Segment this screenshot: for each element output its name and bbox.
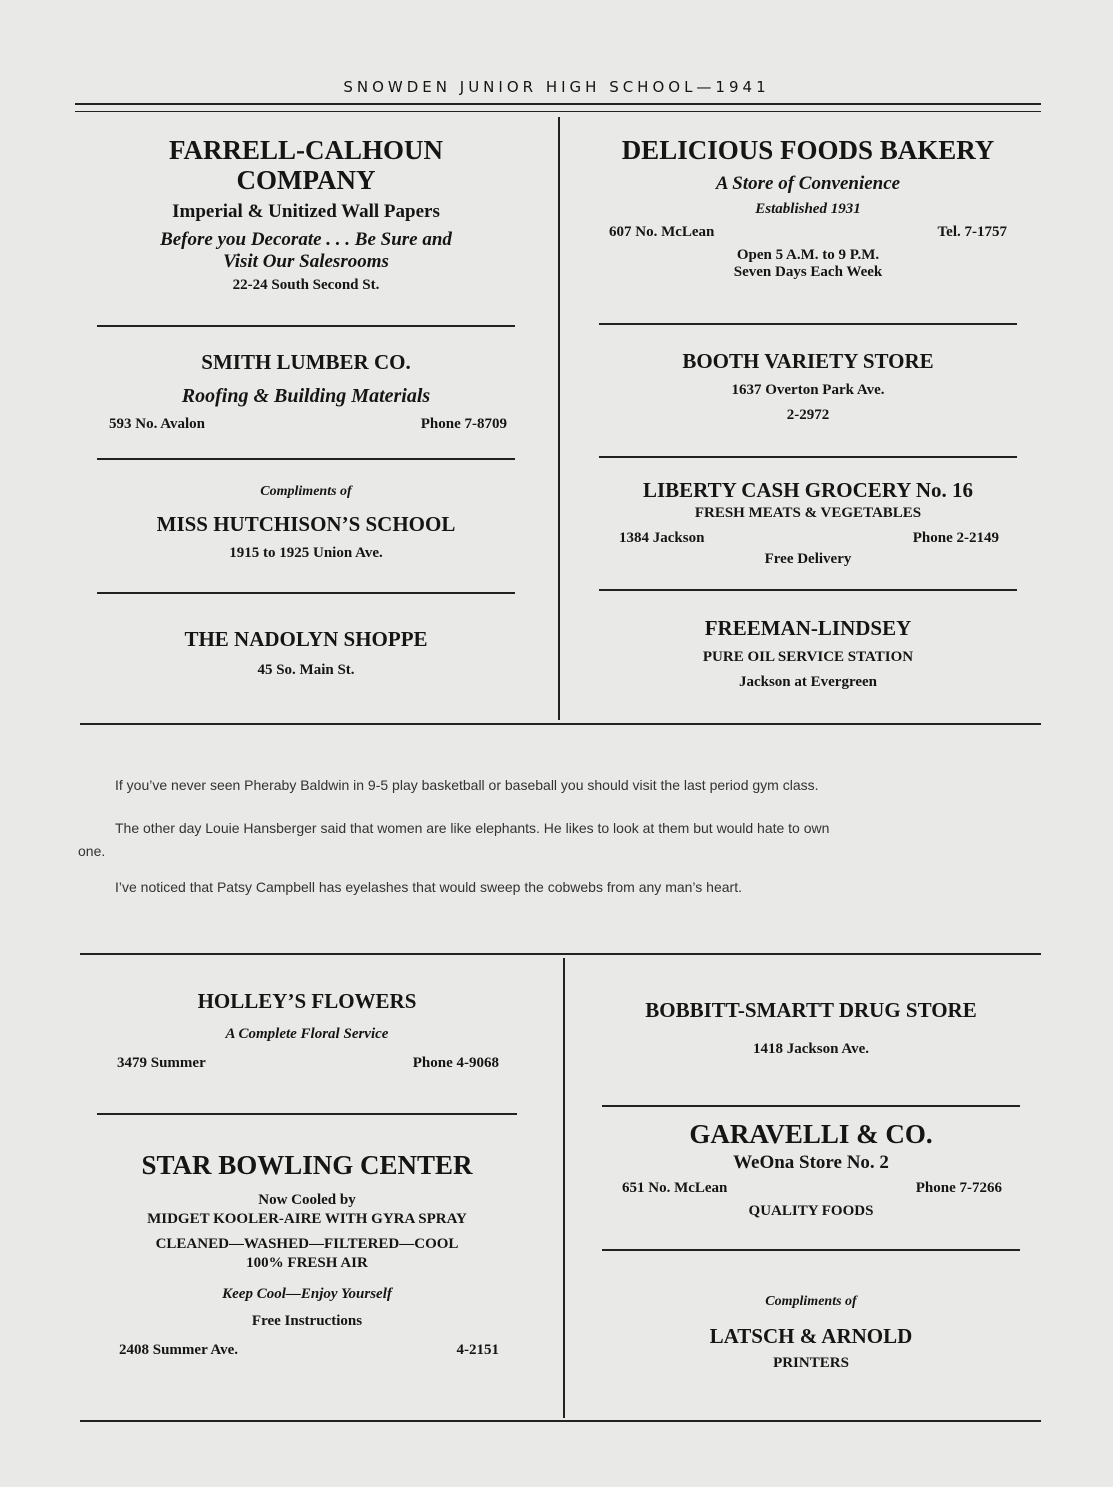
joke-text: one. [78,843,106,859]
ad-star-bowling-center [97,1150,517,1359]
ad-name: STAR BOWLING CENTER [141,1150,473,1180]
ad-line: MIDGET KOOLER-AIRE WITH GYRA SPRAY [147,1211,467,1227]
ad-name: LIBERTY CASH GROCERY No. 16 [642,478,974,502]
ad-tagline: A Store of Convenience [715,173,901,194]
top-column-divider [558,117,560,720]
ad-freeman-lindsey [599,616,1017,691]
ad-farrell-calhoun [97,135,515,294]
ad-name: LATSCH & ARNOLD [709,1324,913,1348]
ad-tagline: Visit Our Salesrooms [223,251,389,272]
ad-name: FREEMAN-LINDSEY [704,616,912,640]
joke-text: If you’ve never seen Pheraby Baldwin in 9-5 play basketball or baseball you should visit the last period gym class. [115,777,819,793]
ad-garavelli-co [602,1118,1020,1220]
divider [97,1113,517,1115]
ad-address: 3479 Summer [117,1055,206,1071]
ad-line: Free Instructions [251,1313,363,1329]
ad-delivery: Free Delivery [764,551,852,567]
ad-name: SMITH LUMBER CO. [201,350,411,374]
ad-latsch-arnold [602,1294,1020,1372]
ad-contact-row [109,416,507,433]
divider [97,325,515,327]
ad-name: MISS HUTCHISON’S SCHOOL [156,512,456,536]
ad-contact-row [609,224,1007,241]
divider [602,1105,1020,1107]
ad-contact-row [119,1342,499,1359]
ad-delicious-foods-bakery [599,135,1017,281]
ad-line: PRINTERS [773,1355,849,1371]
ad-hours: Open 5 A.M. to 9 P.M. [736,247,880,263]
page-header: SNOWDEN JUNIOR HIGH SCHOOL—1941 [343,78,770,96]
divider [97,458,515,460]
joke-text: The other day Louie Hansberger said that women are like elephants. He likes to look at them but would hate to own [115,820,830,836]
ad-name: FARRELL-CALHOUN [168,135,443,165]
ad-line: Now Cooled by [258,1192,356,1208]
ad-phone: Tel. 7-1757 [937,224,1007,240]
ad-phone: 2-2972 [786,407,830,423]
ad-line: WeOna Store No. 2 [733,1152,889,1173]
ad-phone: Phone 2-2149 [912,530,999,546]
ad-bobbitt-smartt-drug-store [602,998,1020,1058]
ad-address: Jackson at Evergreen [738,674,878,690]
ad-name: BOOTH VARIETY STORE [682,349,934,373]
ad-established: Established 1931 [755,201,861,217]
ad-contact-row [622,1180,1002,1197]
ad-phone: Phone 7-7266 [915,1180,1002,1196]
ad-hours: Seven Days Each Week [733,264,883,280]
ad-phone: Phone 7-8709 [420,416,507,432]
ad-line: Imperial & Unitized Wall Papers [172,201,440,222]
ad-tagline: Before you Decorate . . . Be Sure and [160,229,452,250]
ad-address: 1418 Jackson Ave. [753,1041,869,1057]
divider [602,1249,1020,1251]
ad-line: PURE OIL SERVICE STATION [702,649,914,665]
divider [599,323,1017,325]
ad-line: 100% FRESH AIR [246,1255,368,1271]
ad-compliments: Compliments of [765,1294,857,1309]
divider [599,456,1017,458]
ad-contact-row [117,1055,499,1072]
ad-name: THE NADOLYN SHOPPE [184,627,428,651]
bottom-rule [80,1420,1041,1422]
ad-line: QUALITY FOODS [748,1203,874,1219]
ad-address: 1915 to 1925 Union Ave. [229,545,383,561]
ad-holleys-flowers [97,989,517,1072]
ad-address: 607 No. McLean [609,224,715,240]
bottom-column-divider [563,958,565,1418]
ad-tagline: Roofing & Building Materials [181,385,431,407]
ad-name: BOBBITT-SMARTT DRUG STORE [645,998,977,1022]
ad-name: GARAVELLI & CO. [689,1119,933,1149]
ad-booth-variety-store [599,349,1017,424]
ad-miss-hutchison [97,484,515,562]
ad-phone: Phone 4-9068 [412,1055,499,1071]
ad-smith-lumber [97,350,515,433]
ad-address: 1637 Overton Park Ave. [731,382,885,398]
ad-phone: 4-2151 [456,1342,499,1358]
section-rule [80,953,1041,955]
ad-contact-row [619,530,999,547]
ad-address: 651 No. McLean [622,1180,728,1196]
ad-address: 22-24 South Second St. [232,277,380,293]
ad-address: 593 No. Avalon [109,416,205,432]
ad-tagline: Keep Cool—Enjoy Yourself [222,1286,392,1302]
ad-address: 2408 Summer Ave. [119,1342,239,1358]
ad-liberty-cash-grocery [599,478,1017,568]
ad-nadolyn-shoppe [97,627,515,679]
header-rule [75,103,1041,112]
joke-text: I’ve noticed that Patsy Campbell has eyelashes that would sweep the cobwebs from any man’s heart. [115,879,742,895]
divider [97,592,515,594]
ad-tagline: A Complete Floral Service [225,1026,389,1042]
ad-name: HOLLEY’S FLOWERS [197,989,417,1013]
ad-address: 45 So. Main St. [257,662,355,678]
ad-compliments: Compliments of [260,484,352,499]
divider [599,589,1017,591]
ad-name: COMPANY [236,165,376,195]
ad-address: 1384 Jackson [619,530,705,546]
ad-name: DELICIOUS FOODS BAKERY [621,135,995,165]
section-rule [80,723,1041,725]
ad-line: CLEANED—WASHED—FILTERED—COOL [155,1236,459,1252]
ad-line: FRESH MEATS & VEGETABLES [694,505,922,521]
